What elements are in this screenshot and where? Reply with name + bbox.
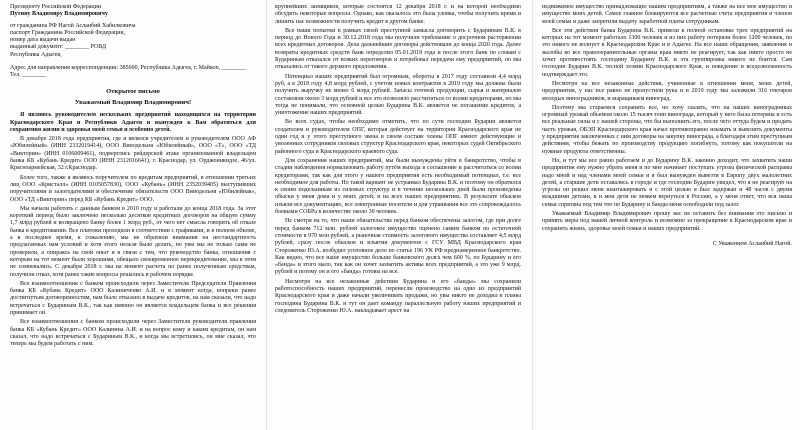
paragraph: Все взаимоотношения с банком происходили через Заместителя Председателя Правления банка КБ «Кубань Кредит» ООО Калиниченко А.И. и в момент когда, вопреки ранее достигнутым договоренностям, нам было отказано в выдаче кредитов, на нам сказали, что надо встречаться с Будариным В.К., так как именно он является владельцем банка и все решения принимает он. (10, 280, 256, 316)
paragraph: Я являюсь руководителем нескольких предприятий находящихся на территории Краснодарского Края и Республики Адыгея и вынужден к Вам обратиться для сохранения жизни и здоровья моей семьи и особенно детей. (10, 112, 256, 133)
paragraph: Во всех судах, чтобы необходимо отметить, что по сути господин Бударин является создателем и руководителем ОПГ, которая действует на территории Краснодарского края не один год и у этого преступного звена в своем составе члены ОПГ имеют действующие и уволенных сотрудников силовых структур Краснодарского края, некоторых судей Октябрьского районного суда и Краснодарского краевого суда. (275, 119, 521, 155)
paragraph: Потенциал наших предприятий был огромным, обороты в 2017 году составили 4,4 млрд руб, а в 2018 году 4,8 млрд рублей, с учетом новых контрактов в 2019 году мы должны были получить выручку не менее 6 млрд рублей. Запасы готовой продукции, сырья и материалов составляли около 3 млрд рублей и все это позволяло рассчитаться со всеми кредиторами, но мы тогда не понимали, что основной целью Бударина В.К. является не погашение кредитов, а уничтожение наших предприятий. (275, 73, 521, 117)
letter-column-1 (10, 4, 256, 428)
paragraph: Уважаемый Владимир Владимирович прошу вас не оставить без внимания это письмо и принять меры под вашей личной контроль и возможно за прекращение в Краснодарском крае и сохранить жизнь, здоровье моей семьи и наших предприятий. (542, 211, 792, 232)
header-addressee-name: Путину Владимиру Владимировичу (10, 11, 108, 18)
paragraph: Но, и тут мы все равно работаем и до Бударину В.К. законно доходит, что захватить наши предприятия ему нужно убрать меня и по мне начинает поступать угрозы физической расправы надо мной и над членами моей семьи и я был вынужден вывезти в Европу двух малолетних детей, а старшие дети оставались в городе и где господин Бударин увидел, что я не реагирую на угрозы он решил меня шантажировать и с этой целью я был задержан и 48 часов с двумя младшими детьми, я и мои дети не можем вернуться в Россию, а у меня ответ, что вся наша семья спрятана под тем что по Бударину и банды меня освободили под залог. (542, 157, 792, 208)
paragraph: Несмотря на все незаконные действия Бударина и его «банды» мы сохранили работоспособность наших предприятий, перенесли производство на одно из предприятий Краснодарского края и даже начали увеличивать продажи, но увы никто не доходил в планы господина Бударина В.К. и тут он дает команду параллельную работу наших предприятий и следователь Стороженко Ю.А. накладывает арест на (275, 278, 521, 314)
paragraph: Мы начали работать с данным банком в 2010 году и работали до конца 2018 года. За этот короткий период было заключено несколько десятков кредитных договоров на общую сумму 1,7 млрд рублей и возвращено банку более 1 млрд руб., от чего нет смысла говорить об отказе банка в кредитовании. Все платежи проходили в соответствии с графиками, и в полном объеме, а в последнее время, к сожалению, мы не обратили внимания на нестандартность предлагаемых нам условий и хотя этого нельзя было делать, но увы мы не только сами не проверили, а опираясь на свой опыт и в связи с тем, что руководство банка, отношения с которым на тот момент были хорошими, обещало своевременное перекредитование, мы в этом не сомневались. С декабря 2018 г. мы на момент расчета по ранее полученным средствам, получили отказ, хотя ранее такие вопросы решались в рабочем порядке. (10, 205, 256, 278)
paragraph: Все эти действия банка Бударина В.К. привели к полной остановке трех предприятий на которых на тот момент работало 1300 человек и из них работу потеряли более 1200 человек, по это никого не волнует в Краснодарском Крае и в Адыгее. На все наши обращения, заявления и жалобы во все правоохранительные органы края никто не реагирует, так как никто просто не хочет противостоять господину Бударину В.К. и эта группировка никого не боится. Сам господин Бударин В.К. тесной хозяин Краснодарского Края, и поведение и вседозволенность подтверждает это. (542, 27, 792, 78)
paragraph: крупнейших заемщиков, которые состоятся 12 декабря 2018 г. и на которой необходимо обсудить некоторые вопросы. Однако, как оказалось это была уловка, чтобы получить время и лишить нас возможности получить кредит в другом банке. (275, 4, 521, 25)
paragraph: Несмотря на все незаконные действия, учиненные в отношении меня, моих детей, предприятия, у нас все равно не пропустили рука и в 2019 году мы заложили 316 гектаров молодых виноградников, и выращиваем виноград. (542, 80, 792, 102)
column-divider (532, 0, 533, 430)
paragraph: недвижимое имущество принадлежащее нашим предприятиям, а также на все мое имущество и имущество моих детей. Самое главное блокируются все расчетные счета предприятия и членов моей семьи и даже запретили выдачу заработной платы сотрудникам. (542, 4, 792, 25)
paragraph: В декабре 2018 года предприятия, где я являлся учредителем и руководителем ООО АФ «Юбилейный» (ИНН 2332019414), ООО Винодельня «Юбилейный», ООО «Т», ООО «ТД «Викторин» (ИНН 0106009461), подверглись рейдерской атаке организованной владельцем банка КБ «Кубань Кредит» ООО (ИНН 2312016641), г. Краснодар, ул. Орджоникидзе, 46/ул. Красноармейская, 32 г.Краснодар. (10, 136, 256, 172)
letter-column-3 (542, 4, 792, 428)
header-passport: паспорт Гражданина Российской Федерации, (10, 29, 126, 36)
letter-salutation: Уважаемый Владимир Владимирович! (74, 98, 192, 106)
paragraph: Все наши попытки в рамках своей преступной замысла договорить с Будариным В.К. в период до Нового Года и 30.12.2018 года мы получили требование о досрочном расторжении всех кредитных договоров. Дела дальнейшие договоры действовали до конца 2020 года. Далее возвраты кредитных средств банк определил 05.01.2019 года и после этого банк по словам с Будариным отказался от всяких переговоров и потребовал передачи ему предприятий, по мы отказались от такого дерзкого предложения. (275, 27, 521, 71)
header-from: от гражданина РФ Нагой Асланбий Хабилковича (10, 22, 136, 29)
header-number: номер дата выдачи выдан (10, 37, 76, 44)
header-addressee-title: Президенту Российской Федерации (10, 4, 102, 10)
letter-column-2 (275, 4, 521, 428)
header-tel: Тел. ________ (10, 72, 47, 79)
letter-header (10, 4, 256, 80)
header-republic: Республика Адыгея, (10, 51, 62, 58)
paragraph: Более того, также я являюсь поручителем по кредитам предприятий, в отношении третьих лиц ООО «Кристалл» (ИНН 0105057830), ООО «Кубань» (ИНН 2352039405) выступивших поручителями и залогодателями в обеспечение обязательств ООО Винодельня «Юбилейная», ООО «ТД «Викторин» перед КБ «Кубань Кредит» ООО. (10, 174, 256, 203)
header-docs: выданный документ: ________ РОВД (10, 44, 107, 51)
letter-signature: С Уважением Асланбий Нагой. (712, 240, 792, 247)
header-address: Адрес для направления корреспонденции: 385000, Республика Адыгея, г. Майкоп, ________ (10, 65, 246, 72)
paragraph: Не смотря на то, что наши обязательства перед банком обеспечены залогом, где при долге перед банком 712 млн. рублей залоговое имущество оценено самим банком по остаточной стоимости в 970 млн рублей, а рыночная стоимость залогового имущества составляет 4,5 млрд рублей, сразу после обысков и изъятия документов с ГСУ МВД Краснодарского края Стороженко Ю.А. возбудил уголовное дело по статье 196 УК РФ преднамеренное банкротство. Как видно, что все наше имущество больше банковского долга чем 600 %, по Бударину и его «банда» и этого мало, так как он хочет захватить активы всех предприятий, а это уже 9 млрд. рублей и потому он и его «банда» готовы на все. (275, 218, 521, 276)
paragraph: Для сохранения наших предприятий, мы были вынуждены уйти в банкротство, чтобы в стадии наблюдения нормализовать работу путём выхода в соглашение и рассчитаться со всеми кредиторами, так как для этого у нашего предприятия есть необходимый потенциал, т.е. все необходимое для работы. Но такой вариант не устраивал Бударина В.К. и поэтому он обратился к своим подельникам из силовых структур и в течение нескольких дней были произведены обыски у меня дома и у моих детей, и на всех наших предприятиях. В результате обысков изъяли все документацию, все электронные носители и для утраивания все это сопровождалось боевыми СОБРа в количестве около 30 человек. (275, 157, 521, 216)
paragraph: Все взаимоотношения с банком происходили через Заместителя руководителя правления банка КБ «Кубань Кредит» ООО Калинина А.И. и на вопрос кому и каким кредитам, он нам сказал, что надо встречаться с Будариным В.К., и когда мы встретились, он мне сказал, что теперь мы будем работать с ним. (10, 319, 256, 348)
letter-title: Открытое письмо (106, 87, 160, 95)
column-divider (266, 0, 267, 430)
paragraph: Поэтому мы стараемся сохранить все, но хочу сказать, что на наших виноградниках огромный урожай объемом около 15 тысяч тонн винограда, который у него была потеряна и есть все реальные силы и с нашей стороны, что бы выполнить его, после чего оттуда будем и продать часть урожая, ОБЭП Краснодарского края начал противоправно изымать и вывозить документы у предприятия заключенных с ним договоры на закупку винограда, а благодаря этим преступным действиям, чтобы бежать по производству продукцию погибнуть, потому как покупатели на нужные продукты ответственны. (542, 104, 792, 155)
